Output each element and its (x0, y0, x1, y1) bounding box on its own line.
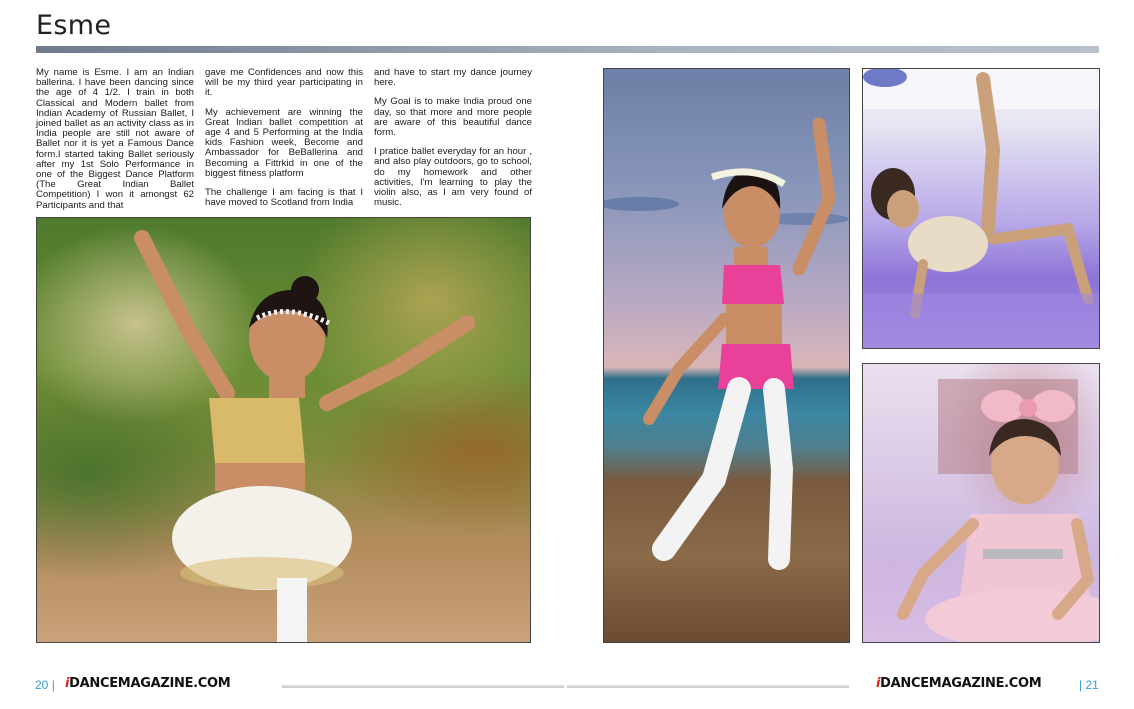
article-paragraph: The challenge I am facing is that I have moved to Scotland from India (205, 187, 363, 209)
article-column-3 (374, 68, 532, 217)
article-paragraph: and have to start my dance journey here. (374, 67, 532, 89)
logo-i: i (65, 676, 70, 691)
photo-pink-bow-portrait (862, 363, 1100, 643)
page-number-left-value: 20 (35, 678, 49, 692)
page-title: Esme (36, 10, 112, 41)
photo-ballerina-beach (603, 68, 850, 643)
photo-portrait-illustration (863, 364, 1100, 643)
photo-ballerina-gold-outfit (36, 217, 531, 643)
magazine-logo-left (65, 676, 230, 691)
footer-rule (567, 685, 849, 688)
article-column-2 (205, 68, 363, 217)
photo-stage-performance (862, 68, 1100, 349)
logo-i: i (876, 676, 881, 691)
article-paragraph: My Goal is to make India proud one day, so that more and more people are aware of this beautiful dance form. (374, 96, 532, 139)
title-underline-bar (36, 46, 1099, 53)
logo-text: DANCEMAGAZINE.COM (69, 676, 231, 691)
photo-stage-illustration (863, 69, 1100, 349)
page-number-right: | 21 (1079, 678, 1099, 692)
photo-ballerina-gold-illustration (37, 218, 531, 643)
page-number-right-value: 21 (1085, 678, 1099, 692)
magazine-logo-right (876, 676, 1041, 691)
logo-text: DANCEMAGAZINE.COM (880, 676, 1042, 691)
article-column-1 (36, 68, 194, 220)
article-paragraph: My achievement are winning the Great Indian ballet competition at age 4 and 5 Performing at the India kids Fashion week, Become and Ambassador for BeBallerina and Becoming a Fittrkid in one of the biggest fitness platform (205, 106, 363, 179)
article-paragraph: My name is Esme. I am an Indian ballerina. I have been dancing since the age of 4 1/2. I train in both Classical and Modern ballet from Indian Academy of Russian Ballet, I joined ballet as an activity class as in India people are still not aware of Ballet nor it is yet a Famous Dance form.I started taking Ballet seriously after my 1st Solo Performance in one of the Biggest Dance Platform (The Great Indian Ballet Competition) I won it amongst 62 Participants and that (36, 67, 194, 211)
footer-rule (282, 685, 564, 688)
article-paragraph: I pratice ballet everyday for an hour , and also play outdoors, go to school, do my homework and other activities, I'm learning to play the violin also, as I am very found of music. (374, 146, 532, 209)
page-number-left: 20 | (35, 678, 55, 692)
photo-beach-illustration (604, 69, 850, 643)
article-paragraph: gave me Confidences and now this will be my third year participating in it. (205, 67, 363, 99)
